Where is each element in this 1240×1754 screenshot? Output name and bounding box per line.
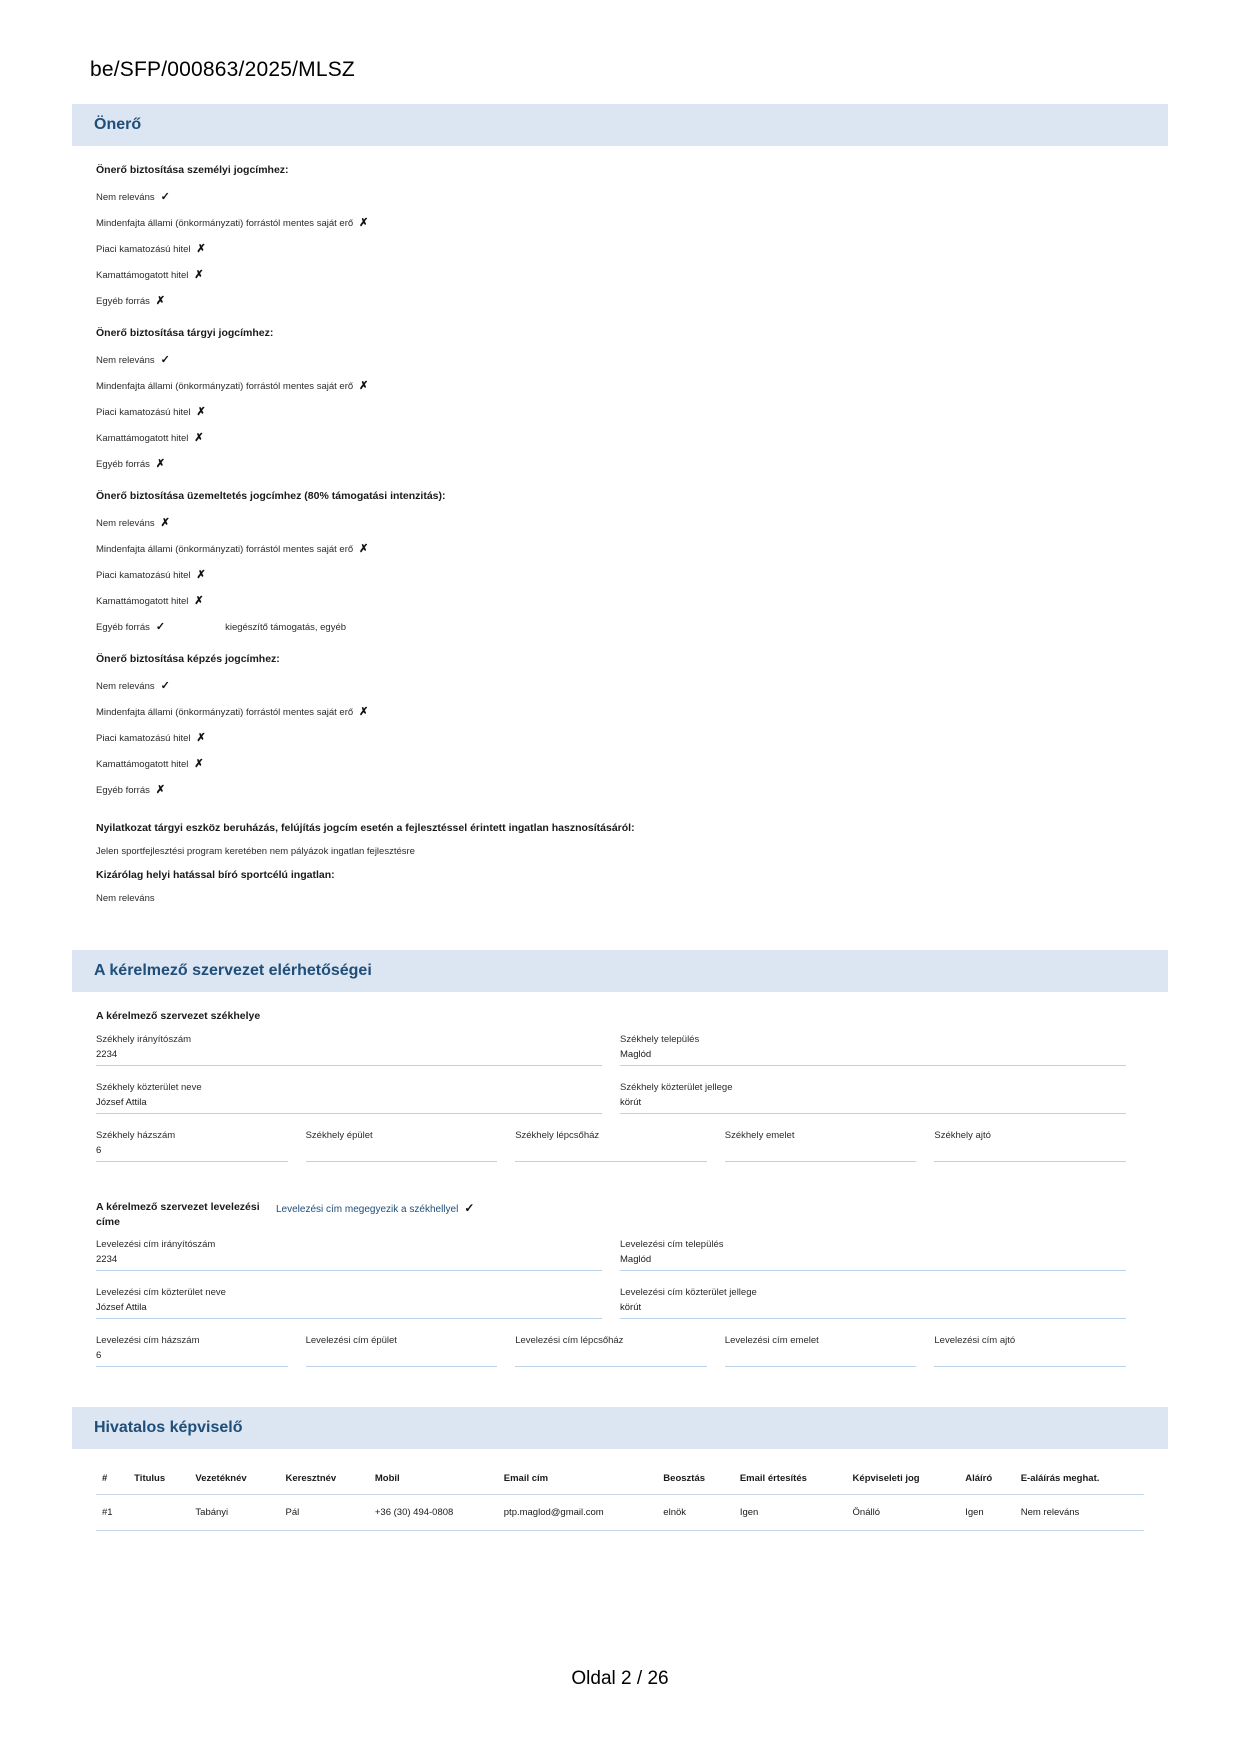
field-value: körút <box>620 1302 1126 1319</box>
option-mark: ✗ <box>359 543 369 555</box>
mail-row-1 <box>96 1239 1144 1287</box>
field-label: Levelezési cím emelet <box>724 1335 819 1347</box>
check-icon: ✓ <box>464 1201 475 1215</box>
mail-row-2 <box>96 1287 1144 1335</box>
option-mark: ✗ <box>155 458 166 470</box>
section-body-contact <box>72 1010 1168 1383</box>
cell-ealairas: Nem releváns <box>1015 1495 1144 1531</box>
field-label: Székhely közterület jellege <box>620 1082 733 1093</box>
option-label: Mindenfajta állami (önkormányzati) forrástól mentes saját erő <box>96 218 354 229</box>
field-value <box>725 1145 917 1162</box>
option-mark: ✓ <box>160 354 170 366</box>
option-row[interactable] <box>96 379 1144 392</box>
option-extra-text: kiegészítő támogatás, egyéb <box>225 622 347 633</box>
field-value: 6 <box>96 1350 288 1367</box>
option-mark: ✗ <box>194 595 204 607</box>
option-row[interactable] <box>96 620 1144 633</box>
field-label: Levelezési cím közterület jellege <box>620 1287 757 1299</box>
option-mark: ✗ <box>196 406 206 418</box>
field-mail-building[interactable] <box>306 1335 516 1367</box>
option-mark: ✗ <box>194 432 204 444</box>
option-label: Nem releváns <box>96 681 155 692</box>
option-label: Nem releváns <box>96 192 155 203</box>
cell-keresztnev: Pál <box>280 1495 369 1531</box>
col-mobil: Mobil <box>369 1467 498 1495</box>
table-row <box>96 1495 1144 1531</box>
col-num: # <box>96 1467 128 1495</box>
field-value <box>725 1350 917 1367</box>
field-mail-house-number[interactable] <box>96 1335 306 1367</box>
col-keresztnev: Keresztnév <box>280 1467 369 1495</box>
option-mark: ✗ <box>359 706 369 718</box>
option-label: Kamattámogatott hitel <box>96 596 189 607</box>
field-value: 2234 <box>96 1049 602 1066</box>
option-mark: ✓ <box>160 191 170 203</box>
option-row[interactable] <box>96 457 1144 470</box>
col-kepviseleti-jog: Képviseleti jog <box>847 1467 960 1495</box>
mailing-same-label: Levelezési cím megegyezik a székhellyel <box>276 1204 459 1215</box>
field-label: Levelezési cím lépcsőház <box>515 1335 624 1347</box>
table-header-row <box>96 1467 1144 1495</box>
option-row[interactable] <box>96 405 1144 418</box>
option-mark: ✓ <box>160 680 170 692</box>
field-label: Székhely település <box>620 1034 700 1045</box>
option-mark: ✗ <box>359 380 369 392</box>
option-row[interactable] <box>96 516 1144 529</box>
section-header-onero: Önerő <box>72 104 1168 146</box>
field-label: Levelezési cím település <box>620 1239 724 1251</box>
option-row[interactable] <box>96 568 1144 581</box>
option-mark: ✗ <box>196 243 206 255</box>
field-mail-zip[interactable] <box>96 1239 620 1271</box>
page-title: be/SFP/000863/2025/MLSZ <box>90 58 355 81</box>
statement-title: Nyilatkozat tárgyi eszköz beruházás, felújítás jogcím esetén a fejlesztéssel érintett ingatlan hasznosításáról: <box>96 822 635 834</box>
field-value: József Attila <box>96 1302 602 1319</box>
col-email-ertesites: Email értesítés <box>734 1467 847 1495</box>
field-label: Székhely házszám <box>96 1130 176 1141</box>
option-mark: ✗ <box>160 517 170 529</box>
field-value: 6 <box>96 1145 288 1162</box>
section-body-onero <box>72 164 1168 904</box>
field-seat-zip[interactable] <box>96 1034 620 1066</box>
option-row[interactable] <box>96 242 1144 255</box>
option-label: Egyéb forrás <box>96 459 150 470</box>
col-titulus: Titulus <box>128 1467 189 1495</box>
field-value: körút <box>620 1097 1126 1114</box>
group-title-szemelyi: Önerő biztosítása személyi jogcímhez: <box>96 164 289 176</box>
field-label: Székhely közterület neve <box>96 1082 202 1093</box>
option-row[interactable] <box>96 783 1144 796</box>
field-label: Levelezési cím ajtó <box>934 1335 1016 1347</box>
option-row[interactable] <box>96 216 1144 229</box>
seat-row-3 <box>96 1130 1144 1178</box>
option-row[interactable] <box>96 190 1144 203</box>
col-ealairas: E-aláírás meghat. <box>1015 1467 1144 1495</box>
field-mail-door[interactable] <box>934 1335 1144 1367</box>
seat-row-2 <box>96 1082 1144 1130</box>
option-label: Kamattámogatott hitel <box>96 433 189 444</box>
field-seat-floor[interactable] <box>725 1130 935 1162</box>
field-label: Levelezési cím közterület neve <box>96 1287 226 1299</box>
cell-email: ptp.maglod@gmail.com <box>498 1495 658 1531</box>
field-mail-street-type[interactable] <box>620 1287 1144 1319</box>
mail-row-3 <box>96 1335 1144 1383</box>
statement-sub-title: Kizárólag helyi hatással bíró sportcélú ingatlan: <box>96 869 335 881</box>
option-row[interactable] <box>96 594 1144 607</box>
option-label: Nem releváns <box>96 355 155 366</box>
col-beosztas: Beosztás <box>657 1467 734 1495</box>
field-value <box>934 1350 1126 1367</box>
field-value: Maglód <box>620 1254 1126 1271</box>
option-row[interactable] <box>96 679 1144 692</box>
group-title-uzemeltetes: Önerő biztosítása üzemeltetés jogcímhez (80% támogatási intenzitás): <box>96 490 446 502</box>
field-mail-city[interactable] <box>620 1239 1144 1271</box>
col-email: Email cím <box>498 1467 658 1495</box>
mailing-address-head <box>96 1200 1144 1229</box>
cell-vezeteknev: Tabányi <box>189 1495 279 1531</box>
field-seat-street-name[interactable] <box>96 1082 620 1114</box>
cell-alairo: Igen <box>959 1495 1014 1531</box>
option-row[interactable] <box>96 353 1144 366</box>
option-label: Mindenfajta állami (önkormányzati) forrástól mentes saját erő <box>96 544 354 555</box>
field-mail-floor[interactable] <box>725 1335 935 1367</box>
statement-text: Jelen sportfejlesztési program keretében nem pályázok ingatlan fejlesztésre <box>96 846 415 857</box>
field-seat-staircase[interactable] <box>515 1130 725 1162</box>
option-label: Kamattámogatott hitel <box>96 759 189 770</box>
option-row[interactable] <box>96 268 1144 281</box>
field-seat-city[interactable] <box>620 1034 1144 1066</box>
option-row[interactable] <box>96 731 1144 744</box>
field-label: Levelezési cím irányítószám <box>96 1239 216 1251</box>
option-mark: ✗ <box>196 732 206 744</box>
option-mark: ✗ <box>194 758 204 770</box>
field-seat-house-number[interactable] <box>96 1130 306 1162</box>
option-mark: ✗ <box>196 569 206 581</box>
field-mail-staircase[interactable] <box>515 1335 725 1367</box>
option-label: Kamattámogatott hitel <box>96 270 189 281</box>
cell-num: #1 <box>96 1495 128 1531</box>
option-label: Piaci kamatozású hitel <box>96 570 191 581</box>
field-value <box>515 1145 707 1162</box>
option-label: Piaci kamatozású hitel <box>96 407 191 418</box>
option-row[interactable] <box>96 542 1144 555</box>
option-row[interactable] <box>96 757 1144 770</box>
field-value <box>306 1350 498 1367</box>
field-label: Székhely épület <box>305 1130 373 1141</box>
section-header-representative: Hivatalos képviselő <box>72 1407 1168 1449</box>
field-value: 2234 <box>96 1254 602 1271</box>
section-header-contact: A kérelmező szervezet elérhetőségei <box>72 950 1168 992</box>
option-label: Piaci kamatozású hitel <box>96 733 191 744</box>
field-label: Székhely irányítószám <box>96 1034 192 1045</box>
field-value <box>306 1145 498 1162</box>
field-seat-door[interactable] <box>934 1130 1144 1162</box>
option-label: Mindenfajta állami (önkormányzati) forrástól mentes saját erő <box>96 707 354 718</box>
col-vezeteknev: Vezetéknév <box>189 1467 279 1495</box>
option-label: Nem releváns <box>96 518 155 529</box>
option-label: Egyéb forrás <box>96 785 150 796</box>
statement-sub-value: Nem releváns <box>96 893 155 904</box>
field-label: Levelezési cím házszám <box>96 1335 200 1347</box>
field-label: Székhely ajtó <box>934 1130 991 1141</box>
field-value: Maglód <box>620 1049 1126 1066</box>
seat-row-1 <box>96 1034 1144 1082</box>
field-seat-building[interactable] <box>306 1130 516 1162</box>
cell-email-ertesites: Igen <box>734 1495 847 1531</box>
option-mark: ✓ <box>155 621 166 633</box>
option-label: Egyéb forrás <box>96 296 150 307</box>
cell-titulus <box>128 1495 189 1531</box>
option-row[interactable] <box>96 705 1144 718</box>
col-alairo: Aláíró <box>959 1467 1014 1495</box>
seat-address-title: A kérelmező szervezet székhelye <box>96 1010 261 1022</box>
field-value: József Attila <box>96 1097 602 1114</box>
option-label: Mindenfajta állami (önkormányzati) forrástól mentes saját erő <box>96 381 354 392</box>
option-label: Piaci kamatozású hitel <box>96 244 191 255</box>
group-title-targyi: Önerő biztosítása tárgyi jogcímhez: <box>96 327 274 339</box>
field-label: Székhely emelet <box>724 1130 795 1141</box>
mailing-same-as-seat-checkbox[interactable] <box>276 1200 474 1215</box>
cell-beosztas: elnök <box>657 1495 734 1531</box>
cell-kepviseleti-jog: Önálló <box>847 1495 960 1531</box>
section-body-representative <box>72 1467 1168 1531</box>
option-label: Egyéb forrás <box>96 622 150 633</box>
option-row[interactable] <box>96 431 1144 444</box>
field-label: Levelezési cím épület <box>305 1335 397 1347</box>
option-mark: ✗ <box>155 295 166 307</box>
page-footer: Oldal 2 / 26 <box>571 1668 669 1689</box>
field-value <box>934 1145 1126 1162</box>
option-row[interactable] <box>96 294 1144 307</box>
field-value <box>515 1350 707 1367</box>
representative-table <box>96 1467 1144 1531</box>
cell-mobil: +36 (30) 494-0808 <box>369 1495 498 1531</box>
group-title-kepzes: Önerő biztosítása képzés jogcímhez: <box>96 653 280 665</box>
option-mark: ✗ <box>155 784 166 796</box>
mailing-address-title: A kérelmező szervezet levelezési címe <box>96 1201 260 1228</box>
option-mark: ✗ <box>194 269 204 281</box>
field-mail-street-name[interactable] <box>96 1287 620 1319</box>
field-label: Székhely lépcsőház <box>515 1130 600 1141</box>
field-seat-street-type[interactable] <box>620 1082 1144 1114</box>
option-mark: ✗ <box>359 217 369 229</box>
